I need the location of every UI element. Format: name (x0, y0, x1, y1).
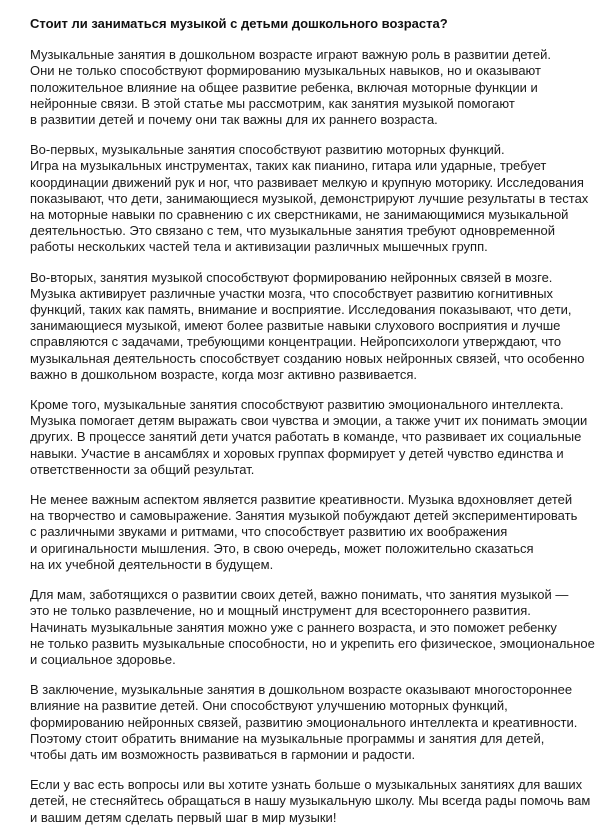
paragraph (30, 47, 590, 128)
paragraph-line: занимающиеся музыкой, имеют более развитые навыки слухового восприятия и лучше (30, 318, 561, 334)
paragraph-line: координации движений рук и ног, что развивает мелкую и крупную моторику. Исследования (30, 174, 584, 190)
paragraph-line: Кроме того, музыкальные занятия способствуют развитию эмоционального интеллекта. (30, 397, 564, 413)
paragraph-line: на творчество и самовыражение. Занятия музыкой побуждают детей экспериментировать (30, 508, 578, 524)
paragraph-line: Во-вторых, занятия музыкой способствуют формированию нейронных связей в мозге. (30, 269, 553, 285)
paragraph-line: Музыкальные занятия в дошкольном возрасте играют важную роль в развитии детей. (30, 47, 551, 63)
paragraph-line: Для мам, заботящихся о развитии своих детей, важно понимать, что занятия музыкой — (30, 587, 569, 603)
paragraph-line: с различными звуками и ритмами, что способствует развитию их воображения (30, 524, 508, 540)
paragraph-line: навыки. Участие в ансамблях и хоровых группах формирует у детей чувство единства и (30, 445, 564, 461)
paragraph-line: Поэтому стоит обратить внимание на музыкальные программы и занятия для детей, (30, 730, 545, 746)
paragraph-line: музыкальная деятельность способствует созданию новых нейронных связей, что особенно (30, 350, 585, 366)
paragraph (30, 777, 590, 826)
paragraph-line: важно в дошкольном возрасте, когда мозг активно развивается. (30, 366, 417, 382)
paragraph-line: влияние на развитие детей. Они способствуют улучшению моторных функций, (30, 698, 508, 714)
paragraph-line: В заключение, музыкальные занятия в дошкольном возрасте оказывают многостороннее (30, 682, 573, 698)
paragraph (30, 142, 590, 255)
paragraph-line: Во-первых, музыкальные занятия способствуют развитию моторных функций. (30, 142, 505, 158)
paragraph-line: детей, не стесняйтесь обращаться в нашу музыкальную школу. Мы всегда рады помочь вам (30, 793, 591, 809)
paragraph-line: деятельностью. Это связано с тем, что музыкальные занятия требуют одновременной (30, 223, 556, 239)
paragraph-line: и вашим детям сделать первый шаг в мир музыки! (30, 809, 337, 825)
paragraph (30, 270, 590, 383)
paragraph (30, 682, 590, 763)
paragraph-line: справляются с задачами, требующими концентрации. Нейропсихологи утверждают, что (30, 334, 562, 350)
paragraph (30, 492, 590, 573)
paragraph-line: не только развить музыкальные способности, но и укрепить его физическое, эмоциональное (30, 635, 595, 651)
document-title: Стоит ли заниматься музыкой с детьми дошкольного возраста? (30, 16, 448, 31)
paragraph-line: это не только развлечение, но и мощный инструмент для всестороннего развития. (30, 603, 531, 619)
paragraph-line: Музыка помогает детям выражать свои чувства и эмоции, а также учит их понимать эмоции (30, 413, 588, 429)
paragraph-line: Они не только способствуют формированию музыкальных навыков, но и оказывают (30, 63, 541, 79)
paragraph-line: ответственности за общий результат. (30, 461, 255, 477)
paragraph-line: на моторные навыки по сравнению с их сверстниками, не занимающимися музыкальной (30, 207, 569, 223)
paragraph-line: Музыка активирует различные участки мозга, что способствует развитию когнитивных (30, 285, 553, 301)
paragraph-line: и социальное здоровье. (30, 651, 176, 667)
paragraph-line: Если у вас есть вопросы или вы хотите узнать больше о музыкальных занятиях для ваших (30, 777, 583, 793)
paragraph-line: Игра на музыкальных инструментах, таких как пианино, гитара или ударные, требует (30, 158, 547, 174)
paragraph-line: положительное влияние на общее развитие ребенка, включая моторные функции и (30, 79, 538, 95)
paragraph (30, 587, 595, 668)
paragraph-line: других. В процессе занятий дети учатся работать в команде, что развивает их социальные (30, 429, 582, 445)
paragraph-line: Начинать музыкальные занятия можно уже с раннего возраста, и это поможет ребенку (30, 619, 557, 635)
paragraph-line: показывают, что дети, занимающиеся музыкой, демонстрируют лучшие результаты в тестах (30, 190, 589, 206)
paragraph-line: работы нескольких частей тела и активизации различных мышечных групп. (30, 239, 488, 255)
paragraph-line: функций, таких как память, внимание и восприятие. Исследования показывают, что дети, (30, 302, 572, 318)
paragraph-line: чтобы дать им возможность развиваться в гармонии и радости. (30, 746, 416, 762)
document (30, 16, 595, 840)
paragraph-line: в развитии детей и почему они так важны для их раннего возраста. (30, 112, 438, 128)
paragraph (30, 397, 590, 478)
paragraph-line: на их учебной деятельности в будущем. (30, 556, 274, 572)
paragraph-line: Не менее важным аспектом является развитие креативности. Музыка вдохновляет детей (30, 492, 573, 508)
document-body (30, 47, 595, 826)
paragraph-line: нейронные связи. В этой статье мы рассмотрим, как занятия музыкой помогают (30, 95, 515, 111)
paragraph-line: формированию нейронных связей, развитию эмоционального интеллекта и креативности. (30, 714, 578, 730)
paragraph-line: и оригинальности мышления. Это, в свою очередь, может положительно сказаться (30, 540, 534, 556)
